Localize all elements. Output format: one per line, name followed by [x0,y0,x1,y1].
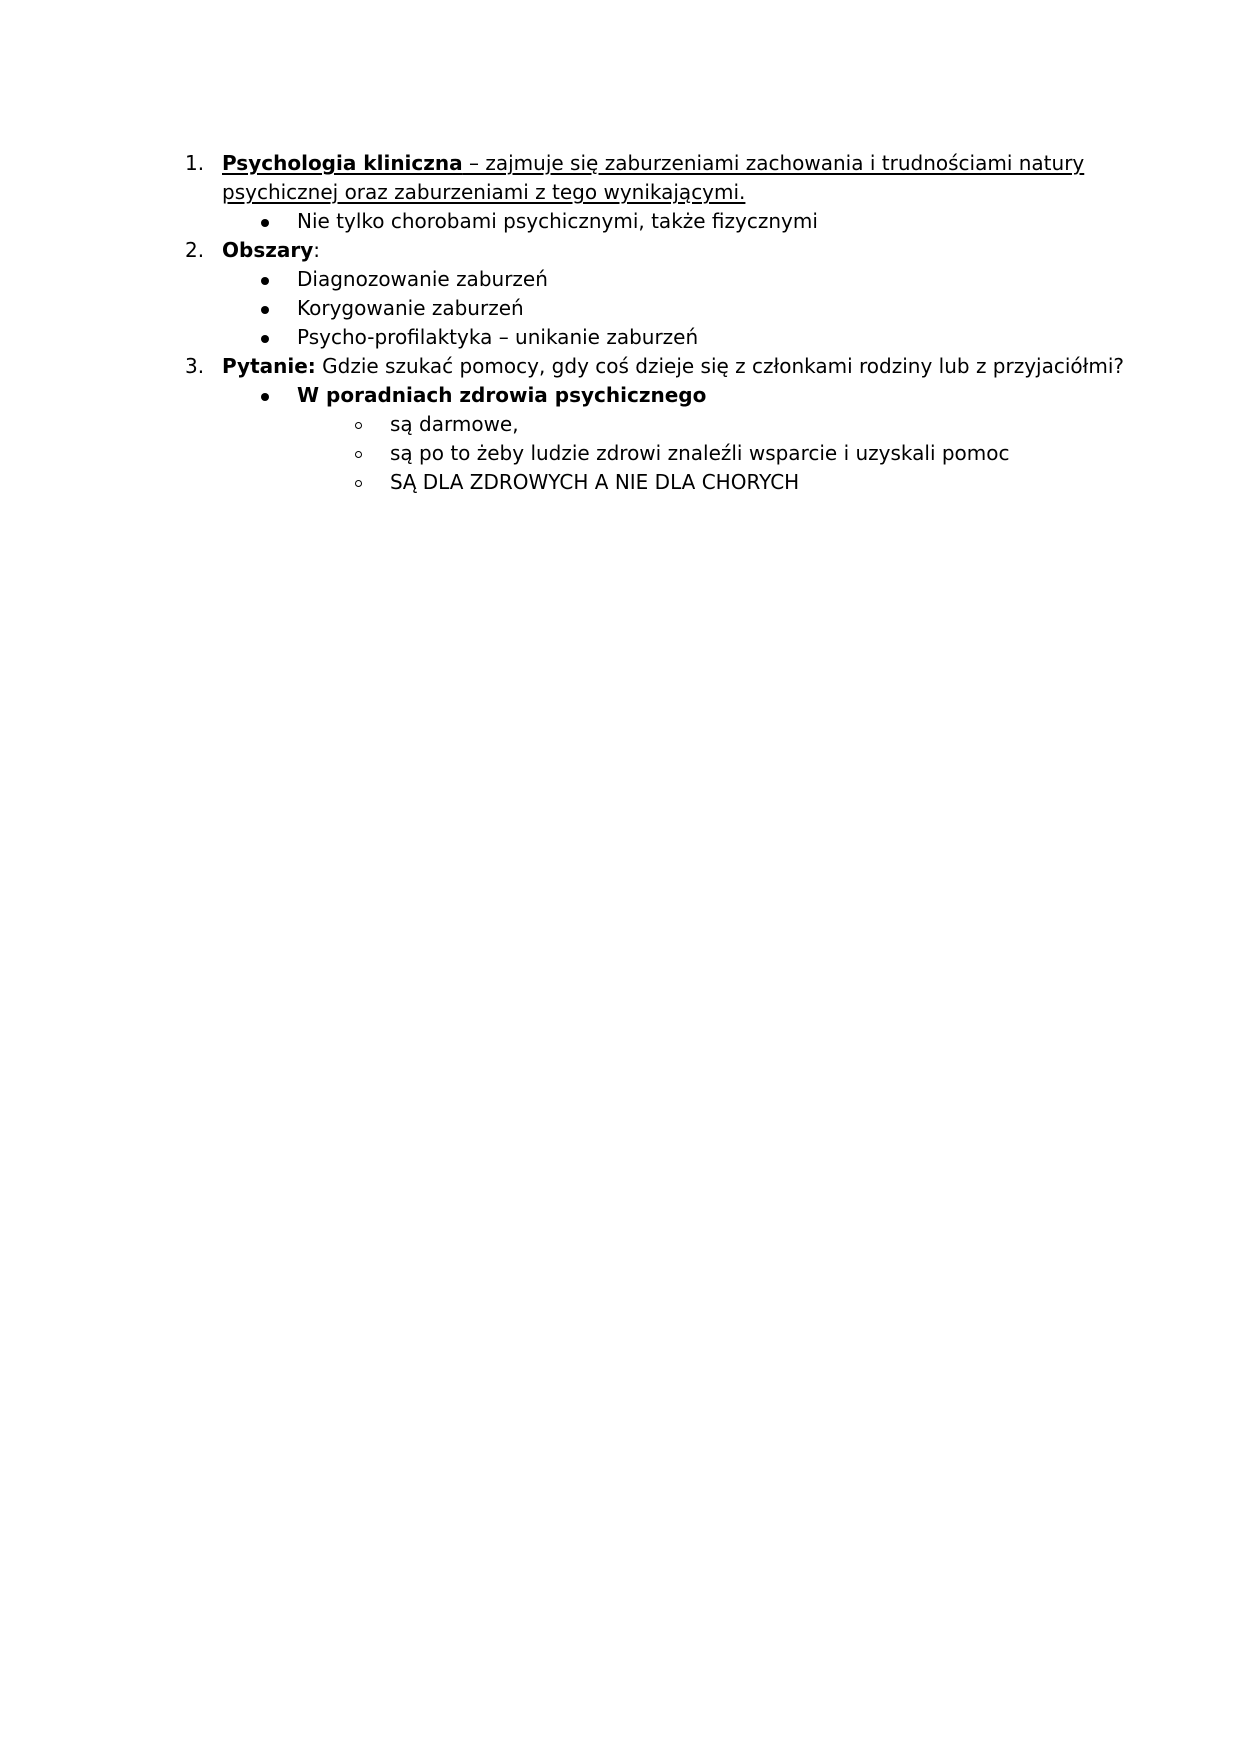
bullet-item: Psycho-profilaktyka – unikanie zaburzeń [297,325,699,349]
circle-bullet-icon [355,480,362,487]
bullet-item: W poradniach zdrowia psychicznego [297,383,707,407]
list-item-2-line [222,237,320,263]
circle-bullet-icon [355,451,362,458]
bullet-item: Diagnozowanie zaburzeń [297,267,548,291]
term-psychologia-kliniczna: Psychologia kliniczna [222,151,463,175]
sub-bullet-item: są darmowe, [390,412,519,436]
list-item-number: 1. [185,151,205,175]
definition-text: – zajmuje się zaburzeniami zachowania i trudnościami natury [462,151,1085,175]
question-text: Gdzie szukać pomocy, gdy coś dzieje się z członkami rodziny lub z przyjaciółmi? [315,354,1124,378]
list-item-1-line-1 [222,150,1084,176]
sub-bullet-item: są po to żeby ludzie zdrowi znaleźli wsparcie i uzyskali pomoc [390,441,1010,465]
term-obszary: Obszary [222,238,314,262]
list-item-number: 3. [185,354,205,378]
list-item-3-line [222,353,1124,379]
bullet-icon [261,277,269,285]
list-item-1-line-2: psychicznej oraz zaburzeniami z tego wynikającymi. [222,180,746,204]
bullet-icon [261,335,269,343]
list-item-number: 2. [185,238,205,262]
bullet-item: Korygowanie zaburzeń [297,296,524,320]
bullet-icon [261,219,269,227]
bullet-icon [261,306,269,314]
circle-bullet-icon [355,422,362,429]
sub-bullet-item: SĄ DLA ZDROWYCH A NIE DLA CHORYCH [390,470,800,494]
term-pytanie: Pytanie: [222,354,316,378]
colon-text: : [313,238,321,262]
bullet-item: Nie tylko chorobami psychicznymi, także fizycznymi [297,209,818,233]
bullet-icon [261,393,269,401]
